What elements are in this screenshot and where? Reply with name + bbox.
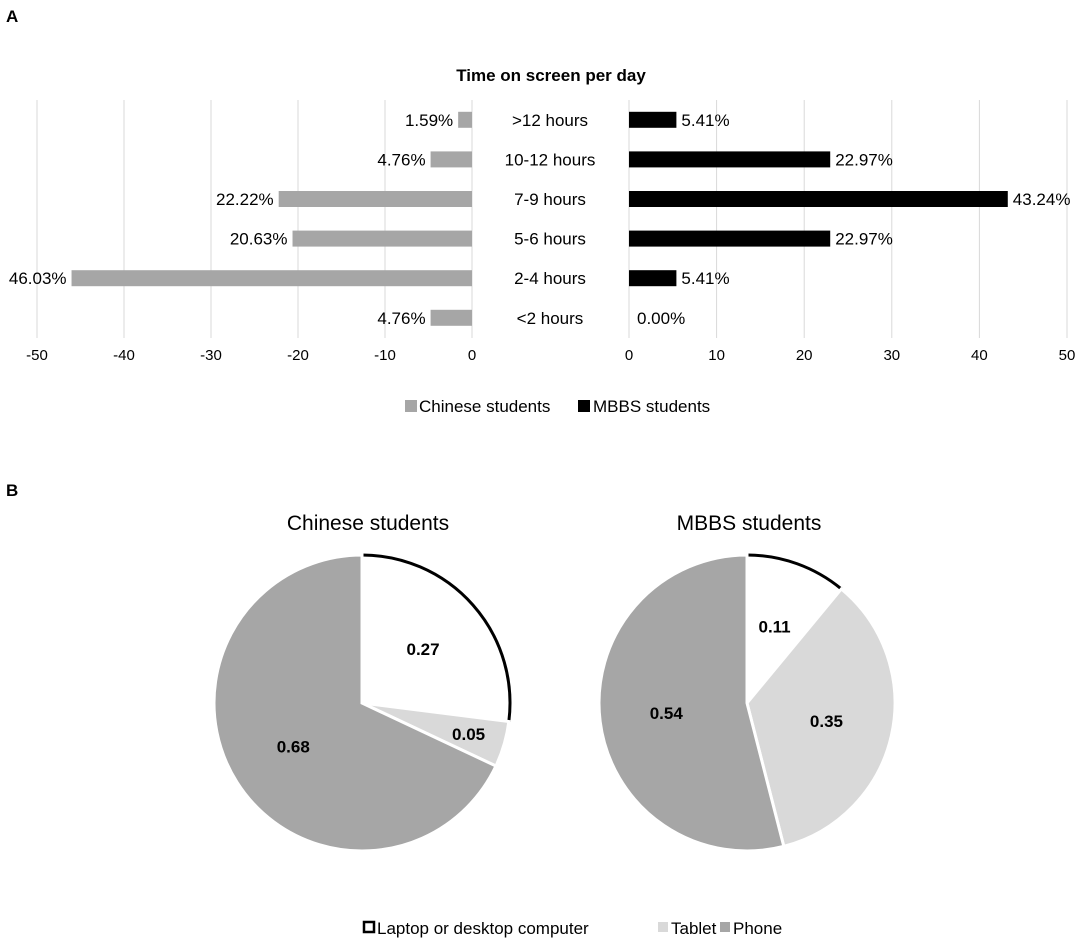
bar-chinese-students [431,151,472,167]
bar-chinese-students [72,270,472,286]
data-label: 43.24% [1012,190,1071,209]
data-label: 46.03% [8,269,67,289]
bar-chinese-students [458,112,472,128]
pie-slice [362,555,510,722]
bar-chinese-students [279,191,472,207]
tick-label: 20 [795,347,813,364]
tick-label: -50 [26,347,48,364]
slice-label: 0.11 [758,617,791,637]
category-label: 7-9 hours [514,190,586,209]
legend-label: Tablet [671,919,717,938]
panel-b-letter: B [6,481,19,500]
panel-a-letter: A [6,7,19,26]
chart-title: Time on screen per day [456,66,646,85]
tick-label: -30 [200,347,222,364]
slice-label: 0.54 [649,704,683,724]
category-label: 2-4 hours [514,269,586,289]
data-label: 5.41% [681,269,730,289]
pie-title: MBBS students [676,512,822,535]
category-label: >12 hours [511,110,589,130]
slice-label: 0.05 [452,724,486,744]
legend-label: Chinese students [419,397,551,416]
tick-label: -20 [287,347,309,364]
category-label: 5-6 hours [514,229,586,249]
bar-chinese-students [431,310,472,326]
legend-label: Phone [733,919,783,938]
legend-swatch [364,922,374,932]
legend-swatch-mbbs [578,400,590,412]
tick-label: 40 [971,347,988,364]
data-label: 1.59% [404,110,454,130]
data-label: 4.76% [377,308,426,328]
bar-mbbs-students [629,191,1008,207]
category-label: <2 hours [516,308,584,328]
legend-label: MBBS students [593,397,711,416]
data-label: 22.97% [835,229,893,249]
tick-label: -10 [374,347,396,364]
data-label: 0.00% [637,308,686,328]
data-label: 4.76% [377,150,426,170]
data-label: 22.22% [216,190,274,209]
bar-chinese-students [293,231,472,247]
slice-label: 0.68 [276,737,310,757]
legend-swatch [658,922,668,932]
legend-label: Laptop or desktop computer [377,919,589,938]
bar-chart-panel [9,66,1075,416]
bar-mbbs-students [629,231,830,247]
tick-label: 0 [467,347,477,364]
pie-charts-panel [214,512,895,938]
bar-mbbs-students [629,151,830,167]
data-label: 5.41% [681,110,730,130]
bar-mbbs-students [629,112,676,128]
tick-label: -40 [113,347,135,364]
data-label: 22.97% [835,150,893,170]
category-label: 10-12 hours [504,150,596,170]
legend-swatch-chinese [405,400,417,412]
slice-label: 0.35 [809,711,843,731]
tick-label: 0 [624,347,634,364]
tick-label: 10 [708,347,725,364]
tick-label: 30 [883,347,901,364]
pie-title: Chinese students [286,512,450,535]
bar-mbbs-students [629,270,676,286]
tick-label: 50 [1058,347,1076,364]
data-label: 20.63% [229,229,288,249]
legend-swatch [720,922,730,932]
slice-label: 0.27 [406,640,440,660]
